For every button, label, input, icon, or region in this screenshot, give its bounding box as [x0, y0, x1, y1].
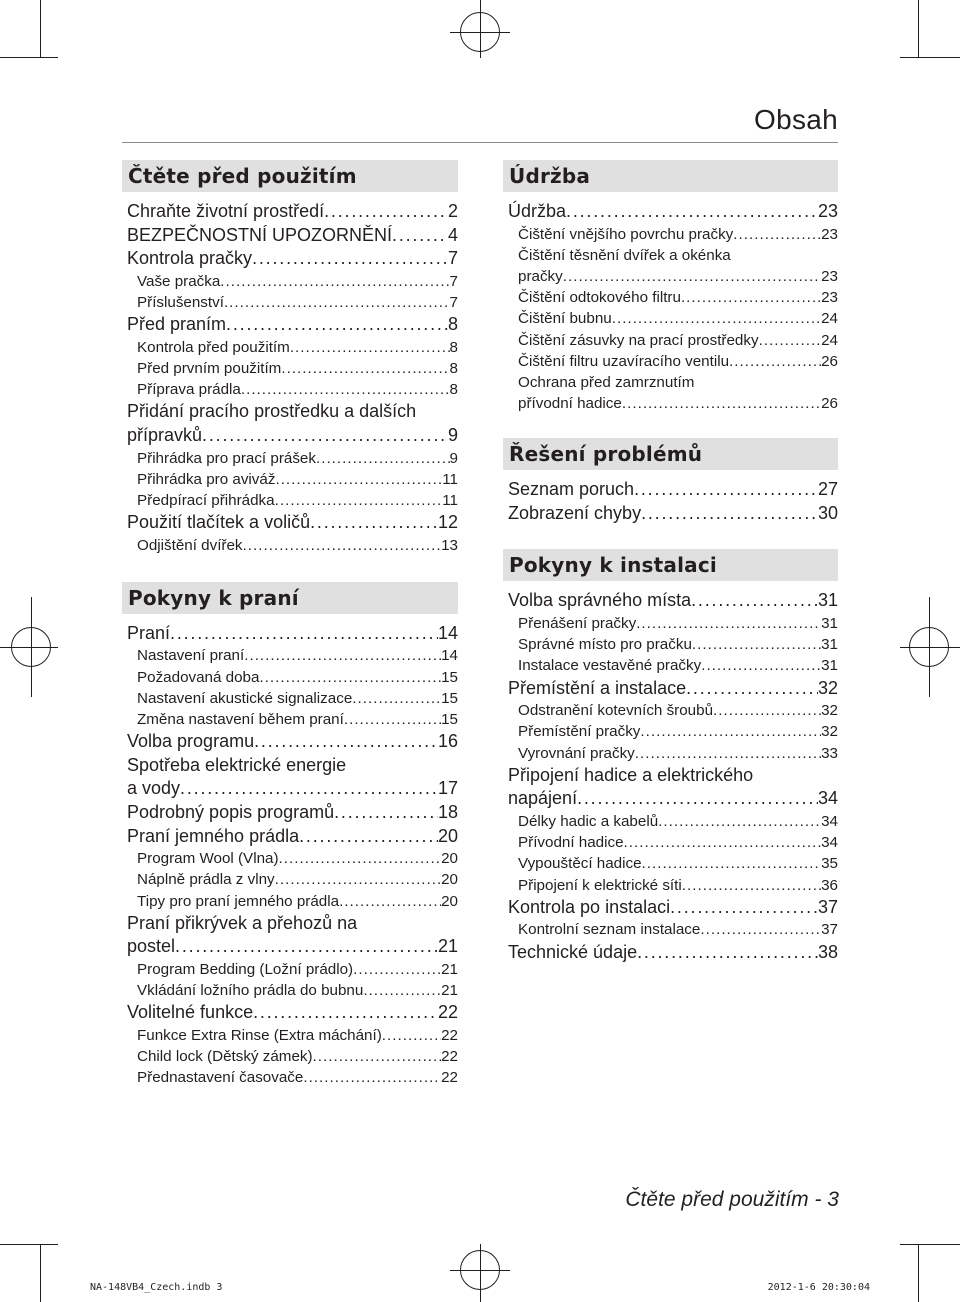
- dot-leader: [241, 379, 450, 400]
- toc-entry[interactable]: [503, 308, 838, 329]
- toc-entry-page: 8: [449, 381, 458, 399]
- toc-entry-label: Čištění bubnu: [518, 310, 612, 328]
- toc-right-column: [503, 160, 838, 964]
- toc-entry-label: Chraňte životní prostředí: [127, 201, 325, 221]
- dot-leader: [175, 935, 438, 959]
- dot-leader: [279, 848, 442, 869]
- dot-leader: [641, 502, 818, 526]
- toc-entry[interactable]: [503, 613, 838, 634]
- section-heading: Údržba: [503, 160, 838, 192]
- toc-entry[interactable]: [122, 448, 458, 469]
- dot-leader: [682, 875, 821, 896]
- toc-entry-label: Změna nastavení během praní: [137, 711, 344, 728]
- dot-leader: [226, 313, 448, 337]
- toc-entry-page: 7: [447, 248, 458, 269]
- toc-entry-page: 11: [442, 491, 458, 509]
- toc-section: [503, 438, 838, 525]
- toc-entry[interactable]: [122, 869, 458, 890]
- print-slug-file: NA-148VB4_Czech.indb 3: [90, 1282, 223, 1293]
- toc-entry[interactable]: [122, 247, 458, 271]
- toc-entry-page: 7: [449, 272, 458, 290]
- dot-leader: [254, 730, 438, 754]
- toc-entry-label: Vyrovnání pračky: [518, 744, 635, 762]
- dot-leader: [316, 448, 450, 469]
- toc-entry[interactable]: [503, 287, 838, 308]
- toc-entry-label: Praní jemného prádla: [127, 825, 300, 846]
- dot-leader: [180, 777, 438, 801]
- toc-entry-label: přípravků: [127, 424, 203, 445]
- toc-entry-label: napájení: [508, 788, 578, 809]
- toc-entry[interactable]: [503, 896, 838, 920]
- toc-entry[interactable]: [122, 200, 458, 224]
- toc-entry[interactable]: [503, 811, 838, 832]
- toc-entry-label: Kontrola pračky: [127, 248, 253, 269]
- dot-leader: [275, 869, 441, 890]
- toc-entry-label: přívodní hadice: [518, 395, 622, 413]
- toc-entry-title-line: Spotřeba elektrické energie: [127, 754, 347, 775]
- toc-entry-page: 15: [441, 668, 458, 686]
- toc-entry-label: Kontrolní seznam instalace: [518, 921, 701, 939]
- toc-entry[interactable]: [503, 919, 838, 940]
- toc-entry-page: 8: [447, 314, 458, 335]
- toc-entry-title-line: Přidání pracího prostředku a dalších: [127, 401, 417, 422]
- toc-entry[interactable]: [122, 848, 458, 869]
- toc-section: [503, 160, 838, 414]
- toc-entry-label: Připojení k elektrické síti: [518, 876, 682, 894]
- dot-leader: [344, 709, 441, 730]
- toc-entry-label: Odstranění kotevních šroubů: [518, 702, 714, 720]
- toc-entry[interactable]: [122, 511, 458, 535]
- toc-entry-page: 20: [441, 871, 458, 889]
- title-rule: [122, 142, 838, 143]
- toc-entry-page: 38: [817, 941, 838, 962]
- dot-leader: [624, 832, 822, 853]
- toc-entry[interactable]: [122, 645, 458, 666]
- toc-entry-label: Čištění filtru uzavíracího ventilu: [518, 352, 730, 370]
- toc-entry-label: Volitelné funkce: [127, 1002, 254, 1023]
- toc-entry-label: Kontrola před použitím: [137, 338, 290, 356]
- toc-entry[interactable]: [122, 490, 458, 511]
- toc-entry-page: 14: [437, 622, 458, 643]
- dot-leader: [681, 287, 821, 308]
- toc-entry-page: 22: [441, 1048, 458, 1066]
- toc-entry[interactable]: [122, 825, 458, 849]
- dot-leader: [275, 469, 442, 490]
- toc-entry[interactable]: [503, 787, 838, 811]
- toc-entry[interactable]: [122, 891, 458, 912]
- toc-entry-label: Přednastavení časovače: [137, 1069, 304, 1087]
- toc-entry[interactable]: [503, 200, 838, 224]
- toc-entry-label: Příslušenství: [137, 293, 224, 311]
- toc-entry[interactable]: [122, 1025, 458, 1046]
- toc-entry-label: Údržba: [508, 201, 567, 221]
- toc-entry[interactable]: [122, 667, 458, 688]
- toc-entry-page: 30: [817, 502, 838, 523]
- dot-leader: [713, 700, 821, 721]
- toc-entry-label: Požadovaná doba: [137, 668, 260, 686]
- toc-entry-label: Vypouštěcí hadice: [518, 855, 642, 873]
- dot-leader: [566, 200, 818, 224]
- dot-leader: [253, 1001, 438, 1025]
- toc-entry-label: Praní: [127, 622, 171, 643]
- toc-entry-label: Použití tlačítek a voličů: [127, 512, 311, 533]
- dot-leader: [220, 271, 449, 292]
- dot-leader: [670, 896, 818, 920]
- toc-entry[interactable]: [122, 959, 458, 980]
- dot-leader: [729, 351, 821, 372]
- dot-leader: [334, 801, 438, 825]
- toc-entry-label: Čištění vnějšího povrchu pračky: [518, 225, 734, 243]
- toc-entry-title-line: Připojení hadice a elektrického: [508, 764, 754, 785]
- toc-entry[interactable]: [122, 224, 458, 248]
- toc-entry-label: Před praním: [127, 314, 227, 335]
- toc-entry-label: Program Bedding (Ložní prádlo): [137, 960, 354, 978]
- toc-entry-label: Seznam poruch: [508, 479, 635, 500]
- toc-entry[interactable]: [503, 224, 838, 245]
- toc-entry-page: 32: [817, 677, 838, 698]
- toc-entry-page: 15: [441, 689, 458, 707]
- dot-leader: [363, 980, 441, 1001]
- toc-entry-page: 17: [437, 778, 458, 799]
- toc-entry-page: 26: [821, 395, 838, 413]
- toc-entry-label: Podrobný popis programů: [127, 801, 335, 822]
- toc-entry[interactable]: [122, 337, 458, 358]
- dot-leader: [691, 589, 818, 613]
- dot-leader: [634, 478, 818, 502]
- toc-entry-page: 9: [447, 424, 458, 445]
- dot-leader: [352, 688, 441, 709]
- toc-entry[interactable]: [503, 875, 838, 896]
- toc-entry[interactable]: [122, 313, 458, 337]
- toc-entry-page: 21: [437, 936, 458, 957]
- toc-entry-page: 31: [821, 636, 838, 654]
- toc-entry-page: 11: [442, 470, 458, 488]
- toc-left-column: [122, 160, 458, 1088]
- toc-entry-label: Kontrola po instalaci: [508, 896, 671, 917]
- toc-entry[interactable]: [503, 853, 838, 874]
- toc-entry[interactable]: [122, 935, 458, 959]
- toc-entry[interactable]: [122, 1067, 458, 1088]
- toc-entry-label: Přemístění a instalace: [508, 677, 687, 698]
- toc-entry-page: 21: [441, 960, 458, 978]
- toc-entry-label: Náplně prádla z vlny: [137, 871, 275, 889]
- toc-entry[interactable]: [503, 677, 838, 701]
- toc-entry-page: 8: [449, 338, 458, 356]
- toc-entry-page: 35: [821, 855, 838, 873]
- toc-entry[interactable]: [122, 469, 458, 490]
- toc-entry-page: 9: [449, 449, 458, 467]
- toc-section: [122, 582, 458, 1089]
- toc-entry-title-line: Čištění těsnění dvířek a okénka: [518, 246, 731, 264]
- section-heading: Pokyny k instalaci: [503, 549, 838, 581]
- toc-entry-page: 20: [441, 892, 458, 910]
- toc-entry-label: Čištění zásuvky na prací prostředky: [518, 331, 759, 349]
- toc-entry[interactable]: [503, 330, 838, 351]
- dot-leader: [382, 1025, 441, 1046]
- toc-entry[interactable]: [503, 700, 838, 721]
- toc-entry-label: Volba programu: [127, 731, 255, 752]
- toc-entry-page: 13: [441, 536, 458, 554]
- toc-entry-label: Vkládání ložního prádla do bubnu: [137, 982, 364, 1000]
- toc-entry-label: Odjištění dvířek: [137, 536, 243, 554]
- dot-leader: [759, 330, 822, 351]
- toc-entry-page: 22: [441, 1069, 458, 1087]
- dot-leader: [658, 811, 821, 832]
- toc-entry-page: 37: [821, 921, 838, 939]
- toc-entry-page: 21: [441, 982, 458, 1000]
- toc-entry-label: Nastavení akustické signalizace: [137, 689, 353, 707]
- toc-entry[interactable]: [122, 358, 458, 379]
- dot-leader: [637, 941, 818, 965]
- toc-entry-label: Program Wool (Vlna): [137, 850, 279, 868]
- section-heading: Pokyny k praní: [122, 582, 458, 614]
- toc-entry[interactable]: [122, 424, 458, 448]
- toc-entry-label: Předpírací přihrádka: [137, 491, 275, 509]
- toc-entry[interactable]: [503, 502, 838, 526]
- toc-entry[interactable]: [503, 721, 838, 742]
- toc-entry-page: 23: [821, 267, 838, 285]
- toc-entry-page: 31: [821, 657, 838, 675]
- toc-entry-label: Přemístění pračky: [518, 723, 641, 741]
- dot-leader: [622, 393, 821, 414]
- dot-leader: [224, 292, 450, 313]
- toc-entry[interactable]: [122, 271, 458, 292]
- toc-entry-page: 26: [821, 352, 838, 370]
- toc-entry[interactable]: [503, 655, 838, 676]
- toc-entry[interactable]: [122, 622, 458, 646]
- toc-entry-label: Instalace vestavěné pračky: [518, 657, 702, 675]
- toc-entry[interactable]: [503, 351, 838, 372]
- toc-entry-page: 34: [817, 788, 838, 809]
- dot-leader: [339, 891, 441, 912]
- toc-entry-page: 36: [821, 876, 838, 894]
- toc-entry[interactable]: [503, 589, 838, 613]
- toc-entry[interactable]: [122, 535, 458, 556]
- toc-entry-page: 20: [441, 850, 458, 868]
- dot-leader: [563, 266, 821, 287]
- toc-entry-page: 4: [447, 224, 458, 245]
- toc-entry[interactable]: [122, 292, 458, 313]
- toc-entry[interactable]: [503, 832, 838, 853]
- dot-leader: [303, 1067, 441, 1088]
- toc-entry-label: BEZPEČNOSTNÍ UPOZORNĚNÍ: [127, 224, 393, 245]
- toc-entry-page: 24: [821, 331, 838, 349]
- dot-leader: [612, 308, 821, 329]
- dot-leader: [642, 853, 822, 874]
- dot-leader: [299, 825, 438, 849]
- dot-leader: [640, 721, 821, 742]
- toc-entry-label: Technické údaje: [508, 941, 638, 962]
- toc-entry[interactable]: [122, 777, 458, 801]
- toc-entry-page: 15: [441, 711, 458, 728]
- toc-entry[interactable]: [503, 478, 838, 502]
- dot-leader: [313, 1046, 442, 1067]
- toc-entry-page: 18: [437, 801, 458, 822]
- dot-leader: [353, 959, 441, 980]
- toc-entry-page: 8: [449, 359, 458, 377]
- dot-leader: [324, 200, 448, 224]
- footer-page-label: Čtěte před použitím - 3: [625, 1188, 839, 1211]
- toc-entry-page: 32: [821, 702, 838, 720]
- toc-entry-label: Přihrádka pro aviváž: [137, 470, 276, 488]
- toc-entry-page: 16: [437, 731, 458, 752]
- toc-entry-label: Délky hadic a kabelů: [518, 812, 659, 830]
- dot-leader: [275, 490, 443, 511]
- dot-leader: [244, 645, 441, 666]
- toc-entry[interactable]: [122, 730, 458, 754]
- dot-leader: [636, 613, 821, 634]
- toc-section: [122, 160, 458, 556]
- dot-leader: [170, 622, 438, 646]
- toc-entry-label: Vaše pračka: [137, 272, 221, 290]
- dot-leader: [686, 677, 818, 701]
- toc-entry-label: Funkce Extra Rinse (Extra máchání): [137, 1026, 382, 1044]
- toc-entry-label: Před prvním použitím: [137, 359, 282, 377]
- toc-entry-page: 7: [449, 293, 458, 311]
- dot-leader: [701, 655, 821, 676]
- toc-entry[interactable]: [122, 379, 458, 400]
- dot-leader: [310, 511, 438, 535]
- toc-entry[interactable]: [503, 634, 838, 655]
- toc-entry[interactable]: [122, 801, 458, 825]
- section-heading: Čtěte před použitím: [122, 160, 458, 192]
- toc-entry[interactable]: [122, 1001, 458, 1025]
- toc-entry-page: 27: [817, 479, 838, 500]
- toc-entry-page: 33: [821, 744, 838, 762]
- toc-entry[interactable]: [503, 393, 838, 414]
- toc-entry-page: 32: [821, 723, 838, 741]
- toc-entry-page: 22: [441, 1026, 458, 1044]
- toc-entry-label: Přenášení pračky: [518, 615, 637, 633]
- toc-entry[interactable]: [503, 743, 838, 764]
- dot-leader: [281, 358, 449, 379]
- toc-entry-page: 31: [817, 590, 838, 611]
- toc-entry[interactable]: [503, 266, 838, 287]
- toc-entry-label: Přihrádka pro prací prášek: [137, 449, 316, 467]
- dot-leader: [733, 224, 821, 245]
- section-heading: Řešení problémů: [503, 438, 838, 470]
- toc-entry[interactable]: [503, 941, 838, 965]
- dot-leader: [243, 535, 442, 556]
- toc-entry-label: Tipy pro praní jemného prádla: [137, 892, 340, 910]
- dot-leader: [577, 787, 818, 811]
- toc-section: [503, 549, 838, 964]
- toc-entry-label: postel: [127, 936, 176, 957]
- toc-entry-page: 24: [821, 310, 838, 328]
- toc-entry-title-line: Ochrana před zamrznutím: [518, 373, 695, 391]
- toc-entry[interactable]: [122, 709, 458, 730]
- toc-entry-page: 37: [817, 896, 838, 917]
- dot-leader: [259, 667, 441, 688]
- toc-entry-label: pračky: [518, 267, 563, 285]
- toc-entry-label: Správné místo pro pračku: [518, 636, 692, 654]
- toc-entry-page: 23: [821, 225, 838, 243]
- toc-entry-page: 23: [821, 289, 838, 307]
- toc-entry[interactable]: [122, 980, 458, 1001]
- dot-leader: [700, 919, 821, 940]
- toc-entry-page: 22: [437, 1002, 458, 1023]
- dot-leader: [692, 634, 821, 655]
- toc-entry[interactable]: [122, 688, 458, 709]
- toc-entry-title-line: Praní přikrývek a přehozů na: [127, 912, 358, 933]
- toc-entry-page: 12: [437, 512, 458, 533]
- toc-entry-page: 2: [447, 201, 458, 221]
- print-slug-date: 2012-1-6 20:30:04: [767, 1282, 870, 1293]
- toc-entry-label: Čištění odtokového filtru: [518, 289, 681, 307]
- dot-leader: [635, 743, 821, 764]
- toc-entry-page: 14: [441, 647, 458, 665]
- toc-entry-page: 20: [437, 825, 458, 846]
- dot-leader: [252, 247, 448, 271]
- toc-entry-label: a vody: [127, 778, 181, 799]
- toc-entry[interactable]: [122, 1046, 458, 1067]
- toc-entry-label: Child lock (Dětský zámek): [137, 1048, 313, 1066]
- toc-entry-label: Příprava prádla: [137, 381, 241, 399]
- page-title: Obsah: [754, 104, 838, 135]
- toc-entry-page: 34: [821, 834, 838, 852]
- toc-entry-page: 23: [817, 201, 838, 221]
- toc-entry-label: Přívodní hadice: [518, 834, 624, 852]
- dot-leader: [202, 424, 448, 448]
- toc-entry-label: Nastavení praní: [137, 647, 245, 665]
- toc-entry-page: 34: [821, 812, 838, 830]
- toc-entry-label: Zobrazení chyby: [508, 502, 642, 523]
- toc-entry-page: 31: [821, 615, 838, 633]
- dot-leader: [392, 224, 448, 248]
- dot-leader: [290, 337, 450, 358]
- toc-entry-label: Volba správného místa: [508, 590, 692, 611]
